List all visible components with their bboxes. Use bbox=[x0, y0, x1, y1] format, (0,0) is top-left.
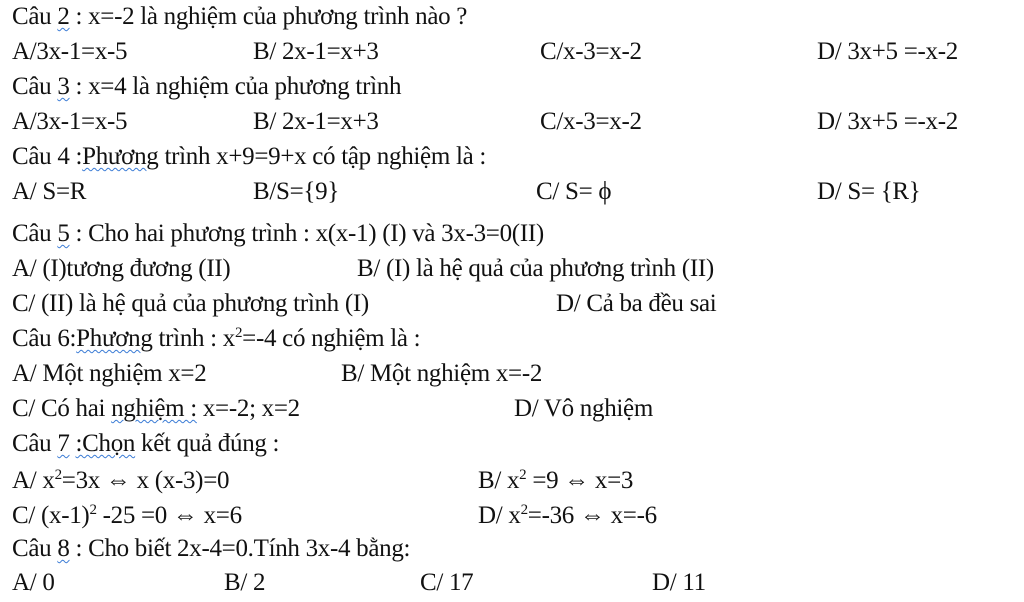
option-a-tail: =3x ⇔ x (x-3)=0 bbox=[61, 467, 230, 494]
question-6-options-row1 bbox=[0, 359, 1024, 393]
option-d: D/ Vô nghiệm bbox=[514, 395, 653, 422]
question-prompt-tail: =-4 có nghiệm là : bbox=[242, 325, 421, 352]
option-c bbox=[12, 501, 242, 531]
option-c: C/ (II) là hệ quả của phương trình (I) bbox=[12, 290, 369, 317]
question-label: Câu bbox=[12, 73, 52, 100]
question-label: Câu 6: bbox=[12, 325, 77, 352]
option-b: B/S={9} bbox=[253, 178, 340, 205]
question-keyword: :Chọn bbox=[75, 430, 136, 457]
exponent: 2 bbox=[89, 502, 97, 518]
question-2-title bbox=[12, 2, 467, 32]
exponent: 2 bbox=[54, 467, 62, 483]
option-a bbox=[12, 466, 229, 496]
option-c: C/x-3=x-2 bbox=[540, 108, 642, 135]
question-prompt: : Cho hai phương trình : x(x-1) (I) và 3x-3=0(II) bbox=[75, 220, 544, 247]
exponent: 2 bbox=[234, 325, 243, 341]
question-keyword: Phương bbox=[76, 325, 153, 352]
option-b: B/ 2x-1=x+3 bbox=[253, 108, 379, 135]
question-label: Câu 4 : bbox=[12, 143, 83, 170]
question-prompt: trình x+9=9+x có tập nghiệm là : bbox=[158, 143, 486, 170]
question-number: 7 bbox=[57, 430, 70, 457]
question-prompt: kết quả đúng : bbox=[135, 430, 280, 457]
option-c-text: C/ Có hai bbox=[12, 395, 112, 422]
question-3-line bbox=[0, 72, 1024, 106]
option-c bbox=[12, 394, 300, 424]
option-c-keyword: nghiệm : bbox=[111, 395, 197, 422]
option-b: B/ 2 bbox=[224, 569, 266, 596]
option-d: D/ Cả ba đều sai bbox=[556, 290, 717, 317]
option-c: C/ S= ϕ bbox=[536, 178, 612, 205]
question-prompt: : Cho biết 2x-4=0.Tính 3x-4 bằng: bbox=[75, 535, 411, 562]
question-5-title bbox=[12, 219, 544, 249]
question-label: Câu bbox=[12, 3, 52, 30]
exponent: 2 bbox=[520, 502, 528, 518]
option-a: A/ 0 bbox=[12, 569, 55, 596]
option-a: A/3x-1=x-5 bbox=[12, 108, 128, 135]
question-prompt: trình : x bbox=[152, 325, 235, 352]
option-a: A/ (I)tương đương (II) bbox=[12, 255, 231, 282]
question-8-title bbox=[12, 534, 410, 564]
exponent: 2 bbox=[519, 467, 527, 483]
question-6-title bbox=[12, 324, 420, 354]
option-c-text: C/ (x-1) bbox=[12, 502, 90, 529]
option-c: C/ 17 bbox=[420, 569, 474, 596]
option-d-tail: =-36 ⇔ x=-6 bbox=[527, 502, 657, 529]
question-number: 3 bbox=[57, 73, 70, 100]
question-8-options bbox=[0, 568, 1024, 602]
option-d: D/ S= {R} bbox=[817, 178, 921, 205]
option-d bbox=[478, 501, 657, 531]
option-a: A/ S=R bbox=[12, 178, 87, 205]
question-7-title bbox=[12, 429, 279, 459]
question-3-options bbox=[0, 107, 1024, 141]
question-6-options-row2 bbox=[0, 394, 1024, 428]
option-d: D/ 11 bbox=[652, 569, 706, 596]
option-b-text: B/ x bbox=[478, 467, 520, 494]
option-b-tail: =9 ⇔ x=3 bbox=[526, 467, 634, 494]
question-4-line bbox=[0, 142, 1024, 176]
question-6-line bbox=[0, 324, 1024, 358]
option-a: A/ Một nghiệm x=2 bbox=[12, 360, 207, 387]
option-d: D/ 3x+5 =-x-2 bbox=[817, 38, 958, 65]
question-label: Câu bbox=[12, 220, 52, 247]
question-5-line bbox=[0, 219, 1024, 253]
question-7-options-row1 bbox=[0, 466, 1024, 500]
question-4-title bbox=[12, 142, 486, 172]
question-prompt: : x=4 là nghiệm của phương trình bbox=[75, 73, 402, 100]
question-2-line bbox=[0, 2, 1024, 36]
option-a: A/3x-1=x-5 bbox=[12, 38, 128, 65]
question-keyword: Phương bbox=[82, 143, 159, 170]
question-7-options-row2 bbox=[0, 501, 1024, 535]
question-3-title bbox=[12, 72, 401, 102]
option-b: B/ Một nghiệm x=-2 bbox=[341, 360, 543, 387]
question-5-options-row2 bbox=[0, 289, 1024, 323]
question-7-line bbox=[0, 429, 1024, 463]
question-2-options bbox=[0, 37, 1024, 71]
option-d-text: D/ x bbox=[478, 502, 521, 529]
question-number: 5 bbox=[57, 220, 70, 247]
option-c-tail: -25 =0 ⇔ x=6 bbox=[96, 502, 242, 529]
question-prompt: : x=-2 là nghiệm của phương trình nào ? bbox=[75, 3, 468, 30]
question-number: 8 bbox=[57, 535, 70, 562]
option-c-tail: x=-2; x=2 bbox=[196, 395, 300, 422]
option-c: C/x-3=x-2 bbox=[540, 38, 642, 65]
option-d: D/ 3x+5 =-x-2 bbox=[817, 108, 958, 135]
question-8-line bbox=[0, 534, 1024, 568]
option-b bbox=[478, 466, 633, 496]
question-label: Câu bbox=[12, 535, 52, 562]
question-number: 2 bbox=[57, 3, 70, 30]
option-b: B/ 2x-1=x+3 bbox=[253, 38, 379, 65]
option-a-text: A/ x bbox=[12, 467, 55, 494]
question-4-options bbox=[0, 177, 1024, 211]
option-b: B/ (I) là hệ quả của phương trình (II) bbox=[357, 255, 714, 282]
question-5-options-row1 bbox=[0, 254, 1024, 288]
question-label: Câu bbox=[12, 430, 52, 457]
